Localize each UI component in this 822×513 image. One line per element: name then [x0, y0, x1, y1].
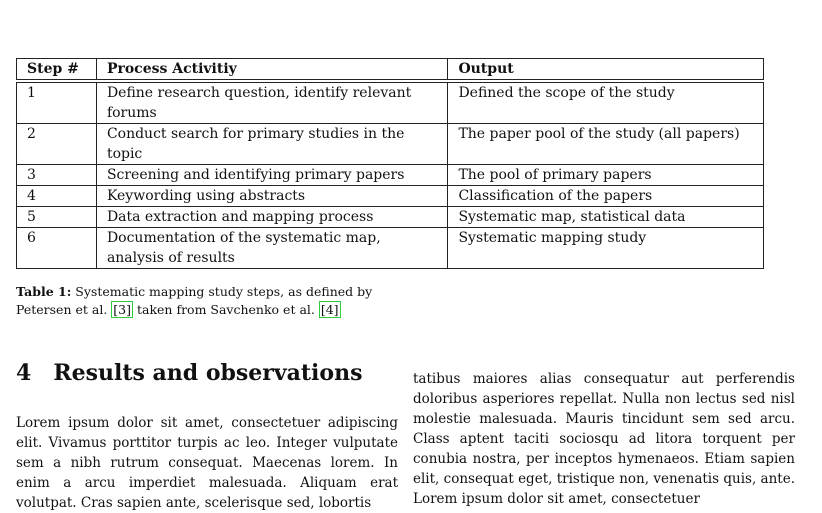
process-table-container — [16, 58, 764, 269]
cell-activity: Documentation of the systematic map, analysis of results — [96, 228, 448, 269]
cell-step: 5 — [17, 207, 97, 228]
cell-step: 4 — [17, 186, 97, 207]
cell-activity: Screening and identifying primary papers — [96, 165, 448, 186]
cell-activity: Data extraction and mapping process — [96, 207, 448, 228]
cell-step: 1 — [17, 81, 97, 124]
right-column-paragraph: tatibus maiores alias consequatur aut perferendis doloribus asperiores repellat. Nulla non lectus sed nisl molestie malesuada. Mauris tincidunt sem sed arcu. Class aptent taciti sociosqu ad litora torquent per conubia nostra, per inceptos hymenaeos. Etiam sapien elit, consequat eget, tristique non, venenatis quis, ante. Lorem ipsum dolor sit amet, consectetuer — [413, 371, 795, 507]
citation-link-4[interactable]: [4] — [320, 302, 339, 317]
cell-output: Classification of the papers — [448, 186, 764, 207]
caption-text-2: taken from Savchenko et al. — [133, 302, 319, 317]
cell-step: 2 — [17, 124, 97, 165]
caption-label: Table 1: — [16, 284, 72, 299]
section-number: 4 — [16, 360, 32, 386]
cell-output: Systematic mapping study — [448, 228, 764, 269]
cell-activity: Conduct search for primary studies in the topic — [96, 124, 448, 165]
table-caption — [16, 283, 401, 319]
citation-link-3[interactable]: [3] — [113, 302, 131, 317]
cell-step: 6 — [17, 228, 97, 269]
section-heading — [16, 360, 362, 386]
header-step: Step # — [17, 59, 97, 82]
table-header-row — [17, 59, 764, 82]
table-row — [17, 81, 764, 124]
cell-output: Systematic map, statistical data — [448, 207, 764, 228]
table-row — [17, 228, 764, 269]
table-row — [17, 207, 764, 228]
cell-step: 3 — [17, 165, 97, 186]
cell-output: The pool of primary papers — [448, 165, 764, 186]
table-row — [17, 165, 764, 186]
table-row — [17, 186, 764, 207]
header-process-activity: Process Activitiy — [96, 59, 448, 82]
table-row — [17, 124, 764, 165]
caption-text-1: Systematic mapping study steps, as defined by Petersen et al. — [16, 284, 373, 317]
cell-activity: Keywording using abstracts — [96, 186, 448, 207]
section-title: Results and observations — [53, 360, 363, 386]
header-output: Output — [448, 59, 764, 82]
cell-output: The paper pool of the study (all papers) — [448, 124, 764, 165]
left-column-paragraph: Lorem ipsum dolor sit amet, consectetuer adipiscing elit. Vivamus porttitor turpis ac leo. Integer vulputate sem a nibh rutrum consequat. Maecenas lorem. In enim a arcu imperdiet malesuada. Aliquam erat volutpat. Cras sapien ante, scelerisque sed, lobortis — [16, 415, 398, 511]
process-steps-table — [16, 58, 764, 269]
cell-output: Defined the scope of the study — [448, 81, 764, 124]
cell-activity: Define research question, identify relevant forums — [96, 81, 448, 124]
